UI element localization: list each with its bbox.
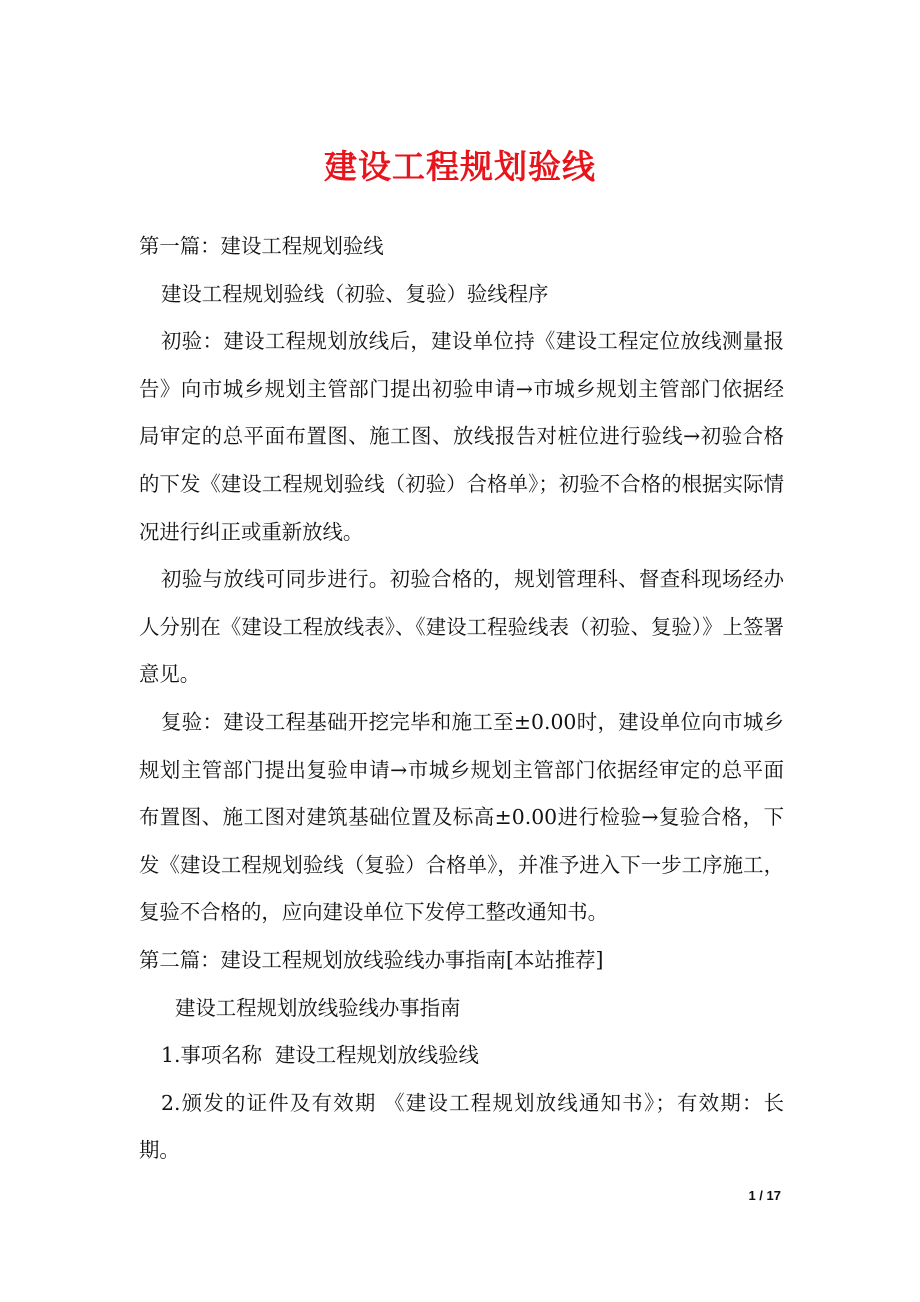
list-item-1: 1.事项名称 建设工程规划放线验线 [161,1043,479,1068]
section-heading-2: 第二篇：建设工程规划放线验线办事指南[本站推荐] [139,947,604,972]
subheading-procedure: 建设工程规划验线（初验、复验）验线程序 [161,281,549,306]
paragraph-initial-inspection: 初验：建设工程规划放线后，建设单位持《建设工程定位放线测量报告》向市城乡规划主管部门提出初验申请→市城乡规划主管部门依据经局审定的总平面布置图、施工图、放线报告对桩位进行验线→初验合格的下发《建设工程规划验线（初验）合格单》；初验不合格的根据实际情况进行纠正或重新放线。 [139,329,784,544]
list-item-2: 2.颁发的证件及有效期 《建设工程规划放线通知书》；有效期：长期。 [139,1090,784,1163]
page-number: 1 / 17 [748,1188,781,1203]
paragraph-re-inspection: 复验：建设工程基础开挖完毕和施工至±0.00时，建设单位向市城乡规划主管部门提出复验申请→市城乡规划主管部门依据经审定的总平面布置图、施工图对建筑基础位置及标高±0.00进行检验→复验合格，下发《建设工程规划验线（复验）合格单》，并准予进入下一步工序施工，复验不合格的，应向建设单位下发停工整改通知书。 [139,709,784,925]
section-heading-1: 第一篇：建设工程规划验线 [139,234,384,258]
document-title: 建设工程规划验线 [324,147,596,186]
subheading-guide: 建设工程规划放线验线办事指南 [175,995,461,1020]
document-body [139,223,784,1175]
paragraph-sync-inspection: 初验与放线可同步进行。初验合格的，规划管理科、督查科现场经办人分别在《建设工程放线表》、《建设工程验线表（初验、复验）》上签署意见。 [139,567,784,687]
